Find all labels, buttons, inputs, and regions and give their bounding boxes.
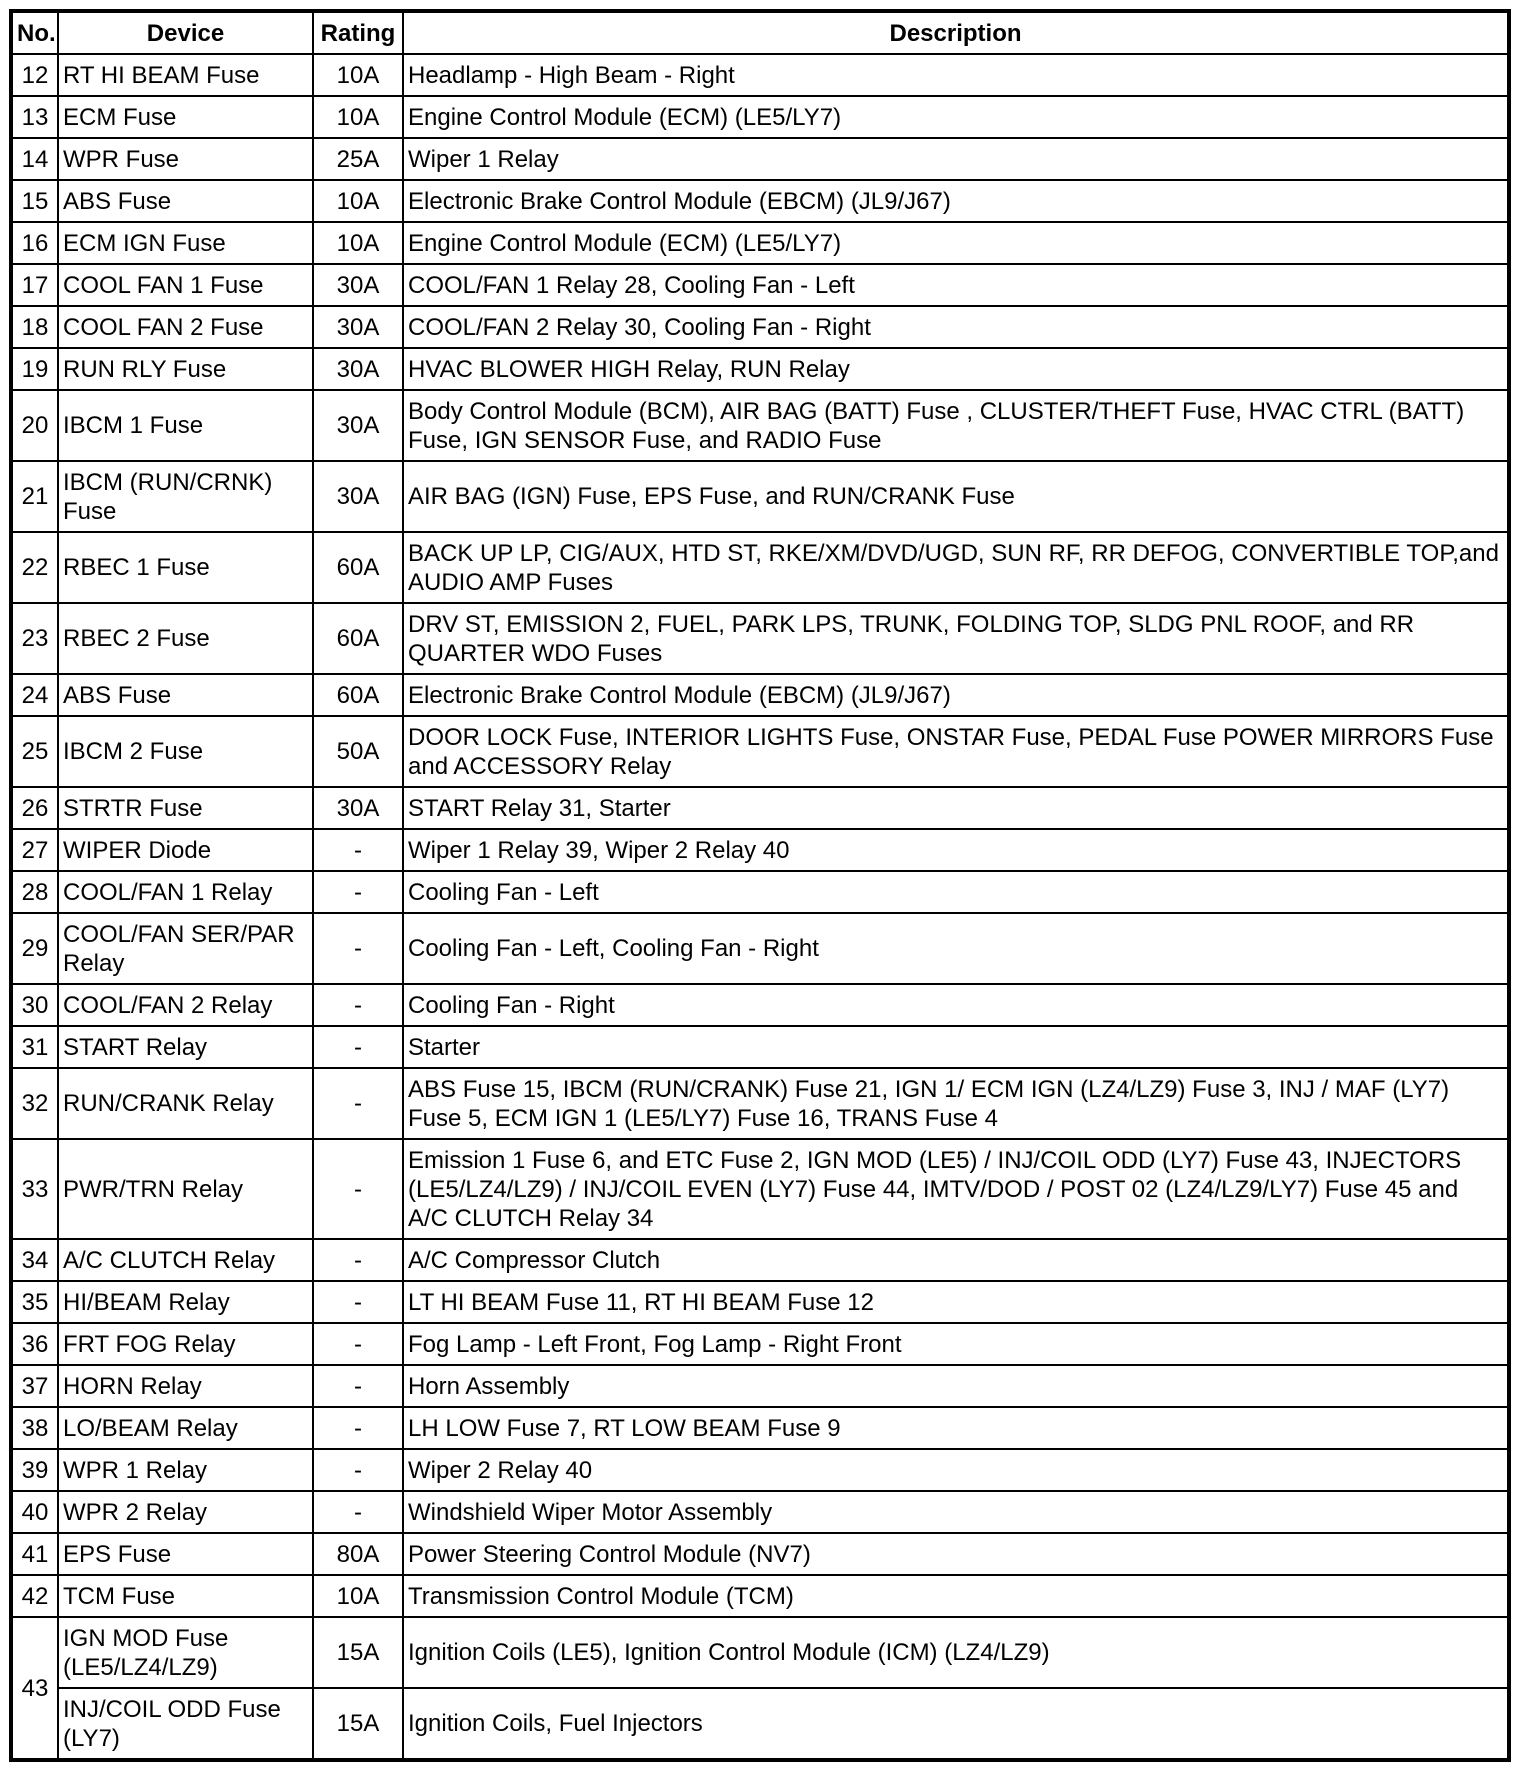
- cell-device: INJ/COIL ODD Fuse (LY7): [58, 1688, 313, 1760]
- table-row: [11, 871, 1509, 913]
- cell-description: Transmission Control Module (TCM): [403, 1575, 1509, 1617]
- cell-no: 23: [11, 603, 58, 674]
- cell-rating: 10A: [313, 1575, 403, 1617]
- header-no: No.: [11, 11, 58, 54]
- table-row: [11, 222, 1509, 264]
- cell-device: TCM Fuse: [58, 1575, 313, 1617]
- cell-description: Wiper 1 Relay: [403, 138, 1509, 180]
- cell-device: ECM IGN Fuse: [58, 222, 313, 264]
- cell-no: 42: [11, 1575, 58, 1617]
- table-row: [11, 674, 1509, 716]
- cell-device: RBEC 2 Fuse: [58, 603, 313, 674]
- cell-rating: 30A: [313, 787, 403, 829]
- cell-rating: -: [313, 1407, 403, 1449]
- cell-rating: 10A: [313, 180, 403, 222]
- cell-device: WIPER Diode: [58, 829, 313, 871]
- cell-rating: 30A: [313, 264, 403, 306]
- table-row: [11, 1139, 1509, 1239]
- table-row: [11, 913, 1509, 984]
- table-row: [11, 96, 1509, 138]
- cell-description: DOOR LOCK Fuse, INTERIOR LIGHTS Fuse, ONSTAR Fuse, PEDAL Fuse POWER MIRRORS Fuse and ACCESSORY Relay: [403, 716, 1509, 787]
- cell-description: LT HI BEAM Fuse 11, RT HI BEAM Fuse 12: [403, 1281, 1509, 1323]
- cell-no: 29: [11, 913, 58, 984]
- table-row: [11, 138, 1509, 180]
- table-row: [11, 54, 1509, 96]
- table-row: [11, 1239, 1509, 1281]
- cell-device: COOL FAN 2 Fuse: [58, 306, 313, 348]
- cell-description: Cooling Fan - Right: [403, 984, 1509, 1026]
- cell-rating: 30A: [313, 461, 403, 532]
- cell-description: Emission 1 Fuse 6, and ETC Fuse 2, IGN MOD (LE5) / INJ/COIL ODD (LY7) Fuse 43, INJECTORS (LE5/LZ4/LZ9) / INJ/COIL EVEN (LY7) Fuse 44, IMTV/DOD / POST 02 (LZ4/LZ9/LY7) Fuse 45 and A/C CLUTCH Relay 34: [403, 1139, 1509, 1239]
- cell-rating: -: [313, 1281, 403, 1323]
- cell-device: RBEC 1 Fuse: [58, 532, 313, 603]
- cell-no: 34: [11, 1239, 58, 1281]
- cell-device: LO/BEAM Relay: [58, 1407, 313, 1449]
- cell-description: BACK UP LP, CIG/AUX, HTD ST, RKE/XM/DVD/UGD, SUN RF, RR DEFOG, CONVERTIBLE TOP,and AUDIO AMP Fuses: [403, 532, 1509, 603]
- table-row: [11, 1365, 1509, 1407]
- table-row: [11, 1323, 1509, 1365]
- cell-description: COOL/FAN 1 Relay 28, Cooling Fan - Left: [403, 264, 1509, 306]
- cell-description: Fog Lamp - Left Front, Fog Lamp - Right Front: [403, 1323, 1509, 1365]
- cell-description: Windshield Wiper Motor Assembly: [403, 1491, 1509, 1533]
- table-row: [11, 984, 1509, 1026]
- table-row: [11, 1617, 1509, 1688]
- cell-rating: 30A: [313, 306, 403, 348]
- cell-no: 40: [11, 1491, 58, 1533]
- table-row: [11, 1449, 1509, 1491]
- cell-device: ABS Fuse: [58, 180, 313, 222]
- cell-device: COOL/FAN SER/PAR Relay: [58, 913, 313, 984]
- cell-rating: 60A: [313, 603, 403, 674]
- cell-description: Electronic Brake Control Module (EBCM) (JL9/J67): [403, 180, 1509, 222]
- cell-description: Power Steering Control Module (NV7): [403, 1533, 1509, 1575]
- cell-device: START Relay: [58, 1026, 313, 1068]
- cell-description: COOL/FAN 2 Relay 30, Cooling Fan - Right: [403, 306, 1509, 348]
- cell-no: 38: [11, 1407, 58, 1449]
- cell-device: A/C CLUTCH Relay: [58, 1239, 313, 1281]
- cell-no: 22: [11, 532, 58, 603]
- cell-rating: 30A: [313, 390, 403, 461]
- cell-device: RUN/CRANK Relay: [58, 1068, 313, 1139]
- cell-device: RT HI BEAM Fuse: [58, 54, 313, 96]
- cell-device: WPR 2 Relay: [58, 1491, 313, 1533]
- fuse-relay-table-page: [9, 9, 1511, 1762]
- cell-rating: 10A: [313, 96, 403, 138]
- cell-rating: 60A: [313, 532, 403, 603]
- cell-no: 20: [11, 390, 58, 461]
- cell-no: 14: [11, 138, 58, 180]
- table-row: [11, 1533, 1509, 1575]
- cell-description: Body Control Module (BCM), AIR BAG (BATT) Fuse , CLUSTER/THEFT Fuse, HVAC CTRL (BATT) Fuse, IGN SENSOR Fuse, and RADIO Fuse: [403, 390, 1509, 461]
- cell-rating: -: [313, 829, 403, 871]
- cell-no: 37: [11, 1365, 58, 1407]
- cell-rating: 60A: [313, 674, 403, 716]
- cell-rating: 25A: [313, 138, 403, 180]
- table-row: [11, 390, 1509, 461]
- cell-no: 32: [11, 1068, 58, 1139]
- cell-device: COOL/FAN 1 Relay: [58, 871, 313, 913]
- cell-no: 41: [11, 1533, 58, 1575]
- cell-description: ABS Fuse 15, IBCM (RUN/CRANK) Fuse 21, IGN 1/ ECM IGN (LZ4/LZ9) Fuse 3, INJ / MAF (LY7) Fuse 5, ECM IGN 1 (LE5/LY7) Fuse 16, TRANS Fuse 4: [403, 1068, 1509, 1139]
- table-row: [11, 1281, 1509, 1323]
- cell-description: A/C Compressor Clutch: [403, 1239, 1509, 1281]
- cell-description: LH LOW Fuse 7, RT LOW BEAM Fuse 9: [403, 1407, 1509, 1449]
- cell-no: 27: [11, 829, 58, 871]
- table-row: [11, 1575, 1509, 1617]
- cell-rating: -: [313, 1449, 403, 1491]
- table-row: [11, 1491, 1509, 1533]
- table-row: [11, 1026, 1509, 1068]
- header-rating: Rating: [313, 11, 403, 54]
- cell-rating: -: [313, 1365, 403, 1407]
- cell-rating: -: [313, 984, 403, 1026]
- cell-no: 21: [11, 461, 58, 532]
- cell-no: 31: [11, 1026, 58, 1068]
- table-row: [11, 532, 1509, 603]
- cell-rating: -: [313, 1139, 403, 1239]
- cell-device: HI/BEAM Relay: [58, 1281, 313, 1323]
- cell-description: Electronic Brake Control Module (EBCM) (JL9/J67): [403, 674, 1509, 716]
- cell-rating: 15A: [313, 1688, 403, 1760]
- cell-description: Engine Control Module (ECM) (LE5/LY7): [403, 222, 1509, 264]
- table-row: [11, 1068, 1509, 1139]
- cell-device: FRT FOG Relay: [58, 1323, 313, 1365]
- cell-rating: 10A: [313, 54, 403, 96]
- cell-no: 15: [11, 180, 58, 222]
- cell-no: 13: [11, 96, 58, 138]
- cell-device: IGN MOD Fuse (LE5/LZ4/LZ9): [58, 1617, 313, 1688]
- cell-device: IBCM 2 Fuse: [58, 716, 313, 787]
- table-row: [11, 264, 1509, 306]
- cell-rating: 30A: [313, 348, 403, 390]
- cell-no: 25: [11, 716, 58, 787]
- table-row: [11, 348, 1509, 390]
- cell-device: STRTR Fuse: [58, 787, 313, 829]
- cell-device: RUN RLY Fuse: [58, 348, 313, 390]
- cell-rating: -: [313, 1491, 403, 1533]
- cell-rating: -: [313, 1239, 403, 1281]
- cell-description: Horn Assembly: [403, 1365, 1509, 1407]
- cell-device: PWR/TRN Relay: [58, 1139, 313, 1239]
- table-row: [11, 829, 1509, 871]
- cell-device: WPR 1 Relay: [58, 1449, 313, 1491]
- cell-device: ABS Fuse: [58, 674, 313, 716]
- cell-device: HORN Relay: [58, 1365, 313, 1407]
- cell-no: 33: [11, 1139, 58, 1239]
- header-row: [11, 11, 1509, 54]
- cell-device: COOL/FAN 2 Relay: [58, 984, 313, 1026]
- cell-rating: -: [313, 1068, 403, 1139]
- cell-no: 12: [11, 54, 58, 96]
- cell-rating: 80A: [313, 1533, 403, 1575]
- cell-description: Ignition Coils, Fuel Injectors: [403, 1688, 1509, 1760]
- cell-description: Wiper 1 Relay 39, Wiper 2 Relay 40: [403, 829, 1509, 871]
- cell-no: 39: [11, 1449, 58, 1491]
- cell-device: IBCM (RUN/CRNK) Fuse: [58, 461, 313, 532]
- table-row: [11, 306, 1509, 348]
- cell-description: START Relay 31, Starter: [403, 787, 1509, 829]
- cell-description: Headlamp - High Beam - Right: [403, 54, 1509, 96]
- cell-device: IBCM 1 Fuse: [58, 390, 313, 461]
- cell-no: 36: [11, 1323, 58, 1365]
- header-device: Device: [58, 11, 313, 54]
- cell-no: 16: [11, 222, 58, 264]
- cell-no: 28: [11, 871, 58, 913]
- cell-rating: 10A: [313, 222, 403, 264]
- table-row: [11, 180, 1509, 222]
- cell-description: Engine Control Module (ECM) (LE5/LY7): [403, 96, 1509, 138]
- cell-rating: -: [313, 871, 403, 913]
- cell-description: AIR BAG (IGN) Fuse, EPS Fuse, and RUN/CRANK Fuse: [403, 461, 1509, 532]
- cell-no: 26: [11, 787, 58, 829]
- cell-description: Starter: [403, 1026, 1509, 1068]
- table-row: [11, 1407, 1509, 1449]
- cell-no: 19: [11, 348, 58, 390]
- table-row: [11, 716, 1509, 787]
- cell-no: 43: [11, 1617, 58, 1760]
- cell-rating: 15A: [313, 1617, 403, 1688]
- cell-rating: -: [313, 913, 403, 984]
- cell-description: Ignition Coils (LE5), Ignition Control Module (ICM) (LZ4/LZ9): [403, 1617, 1509, 1688]
- table-row: [11, 461, 1509, 532]
- header-description: Description: [403, 11, 1509, 54]
- cell-no: 17: [11, 264, 58, 306]
- cell-device: ECM Fuse: [58, 96, 313, 138]
- table-row: [11, 603, 1509, 674]
- fuse-relay-table: [9, 9, 1511, 1762]
- cell-description: Cooling Fan - Left: [403, 871, 1509, 913]
- cell-description: DRV ST, EMISSION 2, FUEL, PARK LPS, TRUNK, FOLDING TOP, SLDG PNL ROOF, and RR QUARTER WDO Fuses: [403, 603, 1509, 674]
- cell-description: HVAC BLOWER HIGH Relay, RUN Relay: [403, 348, 1509, 390]
- cell-device: EPS Fuse: [58, 1533, 313, 1575]
- cell-rating: -: [313, 1323, 403, 1365]
- cell-description: Cooling Fan - Left, Cooling Fan - Right: [403, 913, 1509, 984]
- cell-rating: -: [313, 1026, 403, 1068]
- table-row: [11, 1688, 1509, 1760]
- cell-no: 24: [11, 674, 58, 716]
- cell-no: 18: [11, 306, 58, 348]
- cell-device: COOL FAN 1 Fuse: [58, 264, 313, 306]
- table-row: [11, 787, 1509, 829]
- cell-rating: 50A: [313, 716, 403, 787]
- cell-description: Wiper 2 Relay 40: [403, 1449, 1509, 1491]
- cell-no: 30: [11, 984, 58, 1026]
- cell-device: WPR Fuse: [58, 138, 313, 180]
- cell-no: 35: [11, 1281, 58, 1323]
